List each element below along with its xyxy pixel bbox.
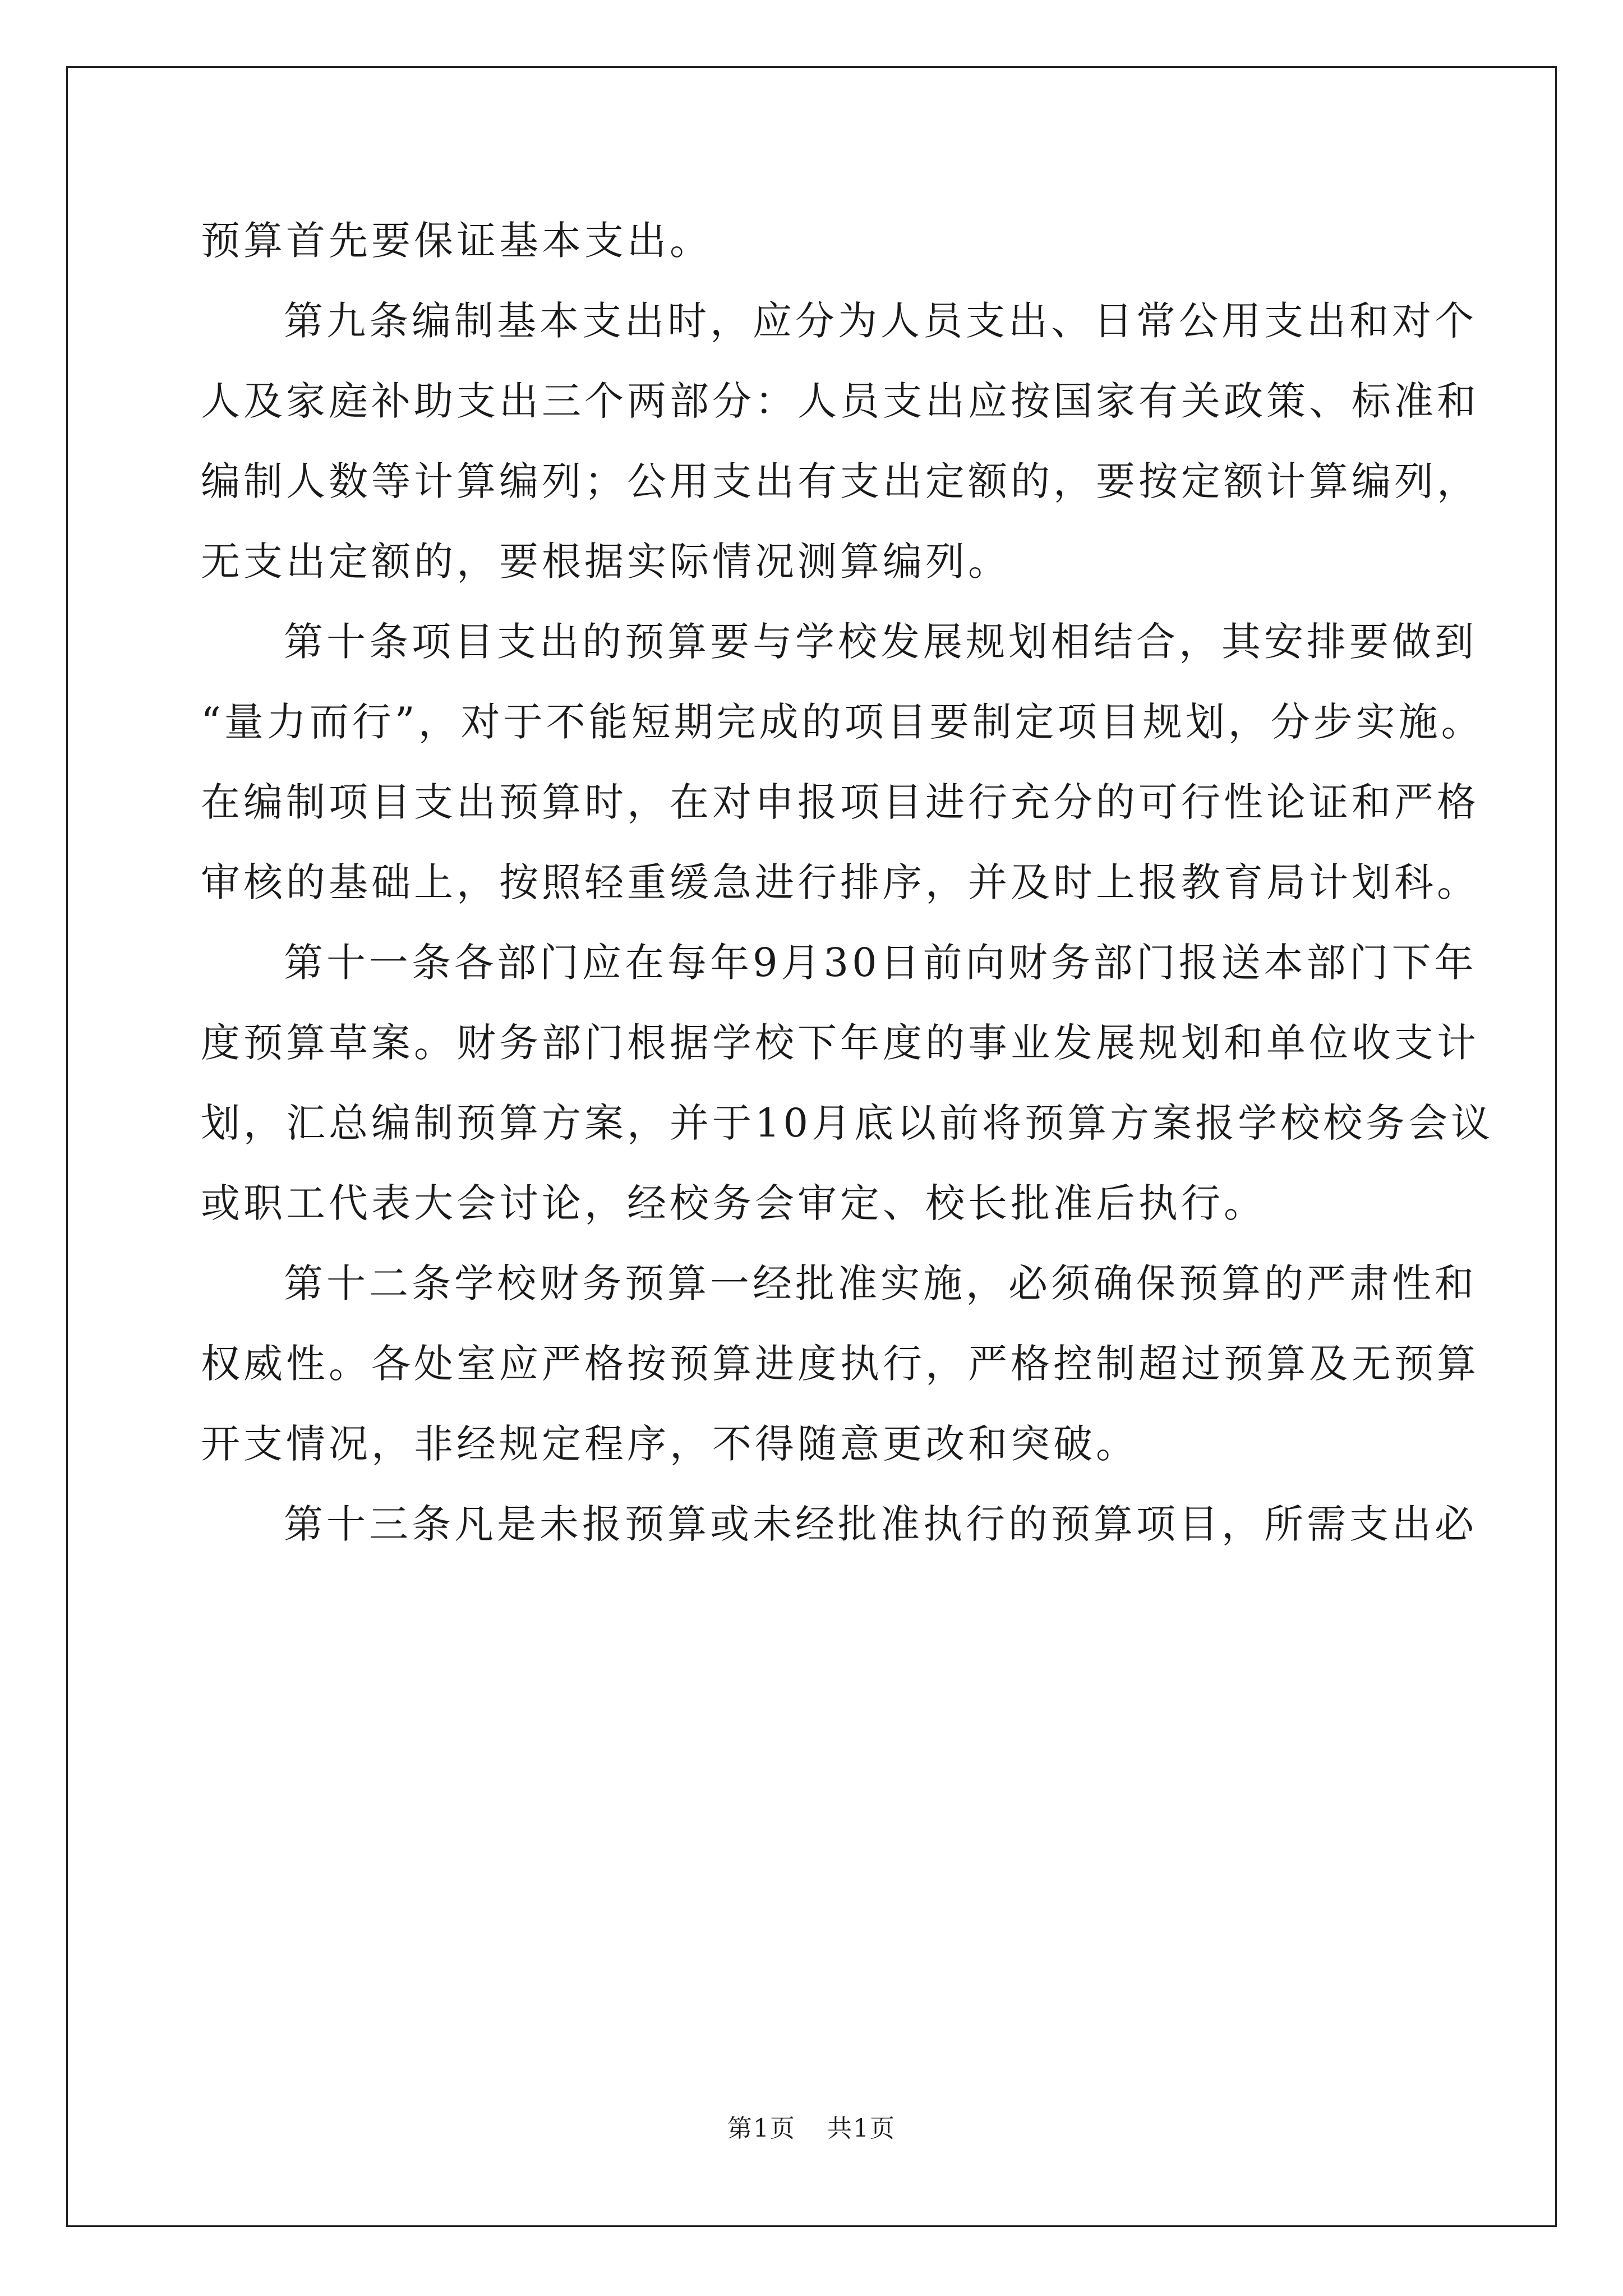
text-line: 第九条编制基本支出时，应分为人员支出、日常公用支出和对个 — [284, 298, 1477, 344]
text-line: 第十条项目支出的预算要与学校发展规划相结合，其安排要做到 — [284, 619, 1477, 665]
document-body — [201, 201, 1494, 1565]
text-line: 权威性。各处室应严格按预算进度执行，严格控制超过预算及无预算 — [201, 1341, 1479, 1387]
text-line: 预算首先要保证基本支出。 — [201, 218, 712, 264]
text-line: “量力而行”，对于不能短期完成的项目要制定项目规划，分步实施。 — [201, 699, 1484, 745]
text-line: 第十二条学校财务预算一经批准实施，必须确保预算的严肃性和 — [284, 1260, 1477, 1306]
page-total: 共1页 — [827, 2114, 896, 2143]
text-line: 在编制项目支出预算时，在对申报项目进行充分的可行性论证和严格 — [201, 779, 1479, 825]
text-line: 或职工代表大会讨论，经校务会审定、校长批准后执行。 — [201, 1180, 1266, 1226]
text-line: 人及家庭补助支出三个两部分：人员支出应按国家有关政策、标准和 — [201, 378, 1479, 424]
text-line: 划，汇总编制预算方案，并于10月底以前将预算方案报学校校务会议 — [201, 1100, 1494, 1146]
text-line: 开支情况，非经规定程序，不得随意更改和突破。 — [201, 1421, 1138, 1467]
text-line: 第十三条凡是未报预算或未经批准执行的预算项目，所需支出必 — [284, 1501, 1477, 1547]
line-block — [201, 201, 1494, 1565]
text-line: 编制人数等计算编列；公用支出有支出定额的，要按定额计算编列， — [201, 458, 1479, 504]
page-number: 第1页 — [727, 2114, 796, 2143]
page-footer — [0, 2108, 1623, 2144]
text-line: 度预算草案。财务部门根据学校下年度的事业发展规划和单位收支计 — [201, 1020, 1479, 1066]
text-line: 审核的基础上，按照轻重缓急进行排序，并及时上报教育局计划科。 — [201, 859, 1479, 905]
text-line: 无支出定额的，要根据实际情况测算编列。 — [201, 539, 1011, 585]
text-line: 第十一条各部门应在每年9月30日前向财务部门报送本部门下年 — [284, 940, 1477, 986]
